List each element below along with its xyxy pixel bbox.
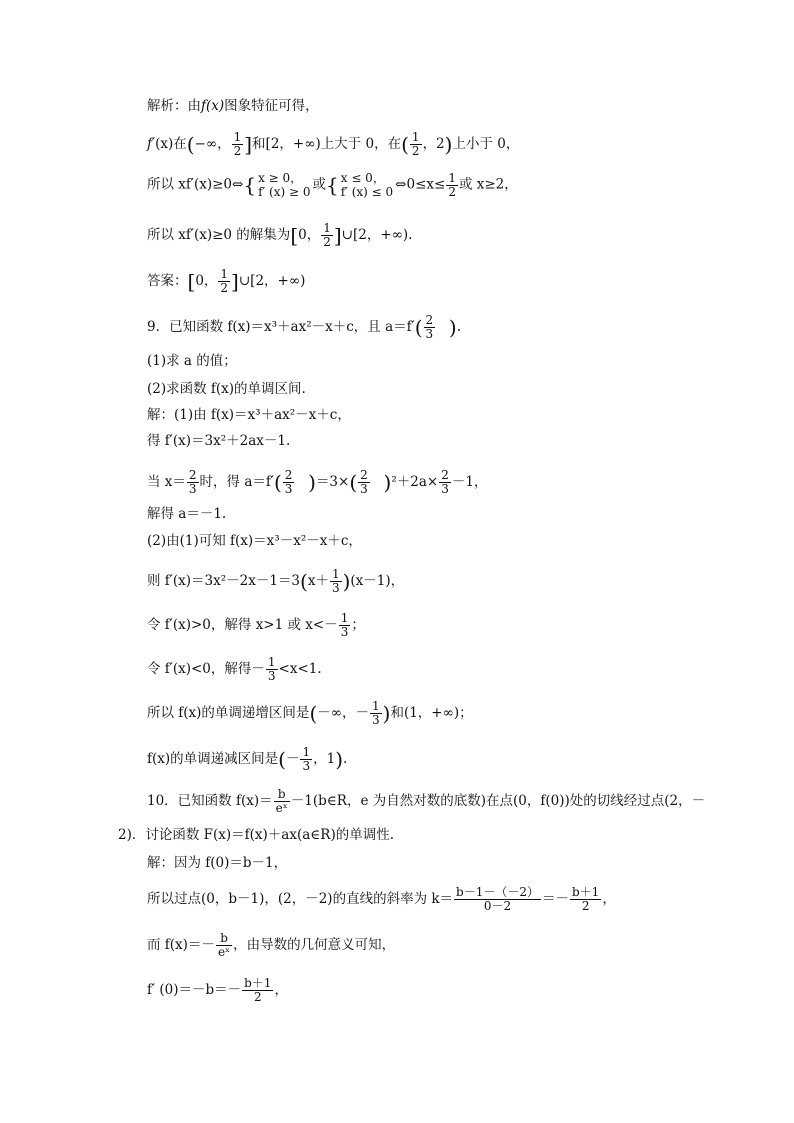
fraction: $\frac{2}{3}$ xyxy=(441,468,449,496)
fraction: $\frac{1}{3}$ xyxy=(372,699,380,727)
fraction: $\frac{1}{2}$ xyxy=(323,221,331,249)
fraction: $\frac{1}{2}$ xyxy=(411,130,420,158)
solution-step: f′ (0)＝－b＝－ $\frac{b+1}{2}$ ， xyxy=(147,976,288,1004)
fraction: $\frac{1}{3}$ xyxy=(340,611,349,639)
solution-step: 解：(1)由 f(x)＝x³＋ax²－x＋c， xyxy=(147,407,351,423)
system-1: x ≥ 0， f′ (x) ≥ 0 xyxy=(258,171,311,199)
fraction: $\frac{1}{3}$ xyxy=(267,655,276,683)
problem-9-part-2: (2)求函数 f(x)的单调区间. xyxy=(147,381,306,397)
solution-step: (2)由(1)可知 f(x)＝x³－x²－x＋c， xyxy=(147,533,362,549)
fraction: $\frac{b}{\text{eˣ}}$ xyxy=(275,787,288,815)
decreasing-interval-line: f(x)的单调递减区间是(－ $\frac{1}{3}$ ，1). xyxy=(147,745,348,773)
increasing-interval-line: 所以 f(x)的单调递增区间是(－∞，－ $\frac{1}{3}$ )和(1，+∞)； xyxy=(147,699,473,727)
fraction: $\frac{b+1}{2}$ xyxy=(244,976,272,1004)
fraction: $\frac{1}{2}$ xyxy=(448,170,456,199)
fraction: $\frac{1}{3}$ xyxy=(302,745,311,773)
fraction: $\frac{1}{3}$ xyxy=(331,567,340,595)
fraction: $\frac{2}{3}$ xyxy=(284,468,293,496)
fraction: $\frac{1}{2}$ xyxy=(233,130,242,158)
problem-10-statement-cont: 2)．讨论函数 F(x)＝f(x)＋ax(a∈R)的单调性. xyxy=(118,827,394,843)
derivative-sign-line: f′(x)在(−∞， $\frac{1}{2}$ ]和[2，+∞)上大于 0，在( $\frac{1}{2}$ ，2)上小于 0， xyxy=(147,130,520,158)
system-2: x ≤ 0， f′ (x) ≤ 0 xyxy=(340,171,394,199)
answer-line: 答案：[0， $\frac{1}{2}$ ]∪[2，+∞) xyxy=(147,267,306,295)
solution-step: 则 f′(x)＝3x²－2x－1＝3(x＋ $\frac{1}{3}$ )(x－1)， xyxy=(147,567,405,595)
problem-9-part-1: (1)求 a 的值； xyxy=(147,353,237,369)
fraction: $\frac{b+1}{2}$ xyxy=(572,885,600,913)
solution-step: 得 f′(x)＝3x²＋2ax－1. xyxy=(147,433,291,449)
fraction: $\frac{1}{2}$ xyxy=(220,267,229,295)
fraction: $\frac{2}{3}$ xyxy=(360,468,368,496)
fraction: $\frac{2}{3}$ xyxy=(425,313,434,341)
inequality-system-line: 所以 xf′(x)≥0⇔{ x ≥ 0， f′ (x) ≥ 0 或{ x ≤ 0， f′ (x) ≤ 0 ⇔0≤x≤ $\frac{1}{2}$ 或 x≥2， xyxy=(147,170,518,199)
solution-step: 解得 a＝－1. xyxy=(147,506,227,522)
solution-step: 令 f′(x)<0，解得－ $\frac{1}{3}$ <x<1. xyxy=(147,655,322,683)
solution-step: 而 f(x)＝－ $\frac{b}{\text{eˣ}}$ ，由导数的几何意义可知， xyxy=(147,931,396,959)
problem-10-statement: 10．已知函数 f(x)＝ $\frac{b}{\text{eˣ}}$ －1(b∈R，e 为自然对数的底数)在点(0，f(0))处的切线经过点(2，－ xyxy=(147,787,706,815)
problem-9-statement: 9．已知函数 f(x)＝x³＋ax²－x＋c，且 a＝f′( $\frac{2}{3}$ ). xyxy=(147,313,461,341)
fraction: $\frac{b-1-(-2)}{0-2}$ xyxy=(456,885,539,913)
fraction: $\frac{2}{3}$ xyxy=(188,468,197,496)
solution-intro-line: 解析：由f(x)图象特征可得， xyxy=(147,98,319,114)
slope-line: 所以过点(0，b－1)，(2，－2)的直线的斜率为 k＝ $\frac{b-1-(-2)}{0-2}$ ＝－ $\frac{b+1}{2}$ ， xyxy=(147,885,616,913)
solution-step: 解：因为 f(0)＝b－1， xyxy=(147,855,288,871)
fraction: $\frac{b}{\text{eˣ}}$ xyxy=(217,931,231,959)
solution-step: 令 f′(x)>0，解得 x>1 或 x<－ $\frac{1}{3}$ ； xyxy=(147,611,365,639)
solution-set-line: 所以 xf′(x)≥0 的解集为[0， $\frac{1}{2}$ ]∪[2，+∞). xyxy=(147,221,413,249)
solution-step: 当 x＝ $\frac{2}{3}$ 时，得 a＝f′( $\frac{2}{3}$ )＝3×( $\frac{2}{3}$ )²＋2a× $\frac{2}{3}$ －1， xyxy=(147,468,488,496)
